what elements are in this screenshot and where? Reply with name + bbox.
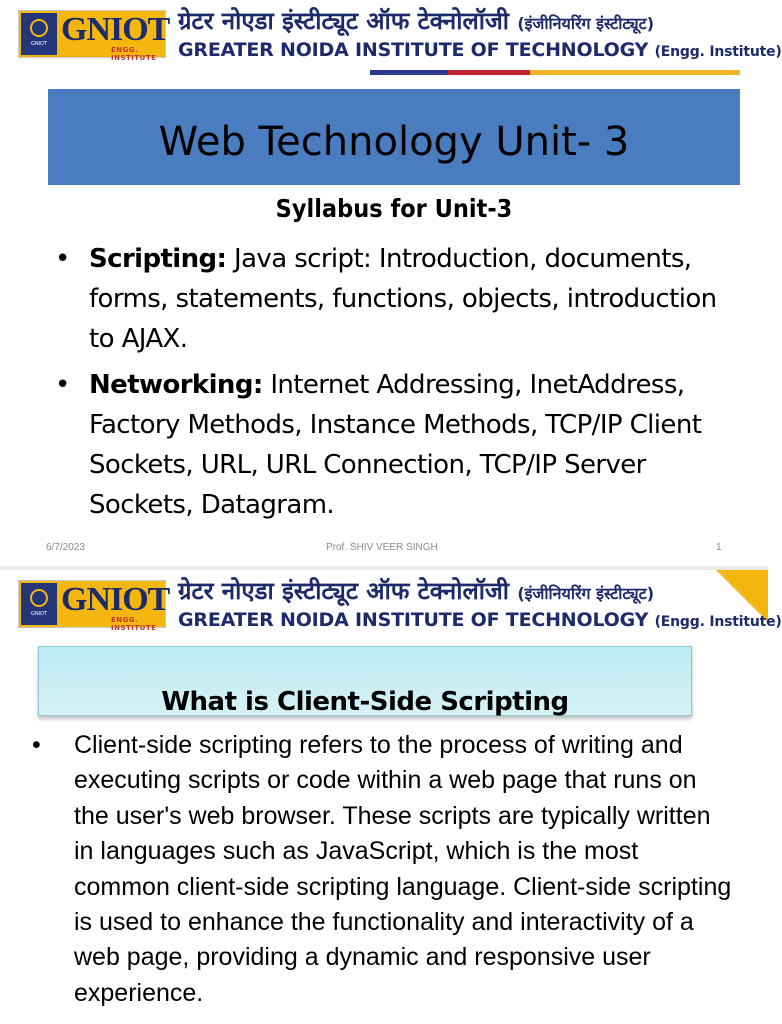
syllabus-heading: Syllabus for Unit-3 <box>275 194 513 223</box>
bullet-text <box>89 365 735 525</box>
bullet-term: Scripting: <box>89 244 227 274</box>
footer-date: 6/7/2023 <box>46 542 85 553</box>
stripe-gold <box>530 70 740 75</box>
topic-heading-box <box>38 646 692 716</box>
logo-subtext: ENGG. INSTITUTE <box>111 616 157 632</box>
bullet-body: Internet Addressing, InetAddress, Factory Methods, Instance Methods, TCP/IP Client Sockets, URL, URL Connection, TCP/IP Server Sockets, Datagram. <box>89 370 702 520</box>
footer-page-number: 1 <box>716 542 722 553</box>
stripe-red <box>448 70 530 75</box>
bullet-client-side <box>32 728 732 1011</box>
emblem-icon: GNIOT <box>21 583 57 625</box>
hindi-name: ग्रेटर नोएडा इंस्टीट्यूट ऑफ टेक्नोलॉजी (इंजीनियरिंग इंस्टीट्यूट) <box>178 7 655 35</box>
bullet-icon: • <box>32 731 41 759</box>
logo-brand: GNIOT <box>61 581 170 618</box>
bullet-text <box>89 239 735 359</box>
english-name: GREATER NOIDA INSTITUTE OF TECHNOLOGY (Engg. Institute) <box>178 609 782 631</box>
hindi-suffix: (इंजीनियरिंग इंस्टीट्यूट) <box>517 14 655 33</box>
emblem-icon: GNIOT <box>21 13 57 55</box>
bullet-body: Java script: Introduction, documents, forms, statements, functions, objects, introduction to AJAX. <box>89 244 717 354</box>
bullet-term: Networking: <box>89 370 263 400</box>
english-name: GREATER NOIDA INSTITUTE OF TECHNOLOGY (Engg. Institute) <box>178 39 782 61</box>
bullet-scripting <box>55 239 735 359</box>
title-bar <box>48 89 740 185</box>
slide-2 <box>0 570 782 1024</box>
bullet-icon: • <box>55 370 70 400</box>
slide-title: Web Technology Unit- 3 <box>158 119 630 165</box>
institute-header <box>0 0 782 80</box>
institute-logo <box>18 580 170 632</box>
bullet-text: Client-side scripting refers to the process of writing and executing scripts or code within a web page that runs on the user's web browser. These scripts are typically written in languages such as JavaScript, which is the most common client-side scripting language. Client-side scripting is used to enhance the functionality and interactivity of a web page, providing a dynamic and responsive user experience. <box>74 731 732 1007</box>
hindi-name: ग्रेटर नोएडा इंस्टीट्यूट ऑफ टेक्नोलॉजी (इंजीनियरिंग इंस्टीट्यूट) <box>178 577 655 605</box>
english-suffix: (Engg. Institute) <box>654 614 782 630</box>
footer-author: Prof. SHIV VEER SINGH <box>326 542 438 553</box>
institute-logo <box>18 10 170 62</box>
hindi-suffix: (इंजीनियरिंग इंस्टीट्यूट) <box>517 584 655 603</box>
logo-brand: GNIOT <box>61 11 170 48</box>
bullet-icon: • <box>55 244 70 274</box>
bullet-networking <box>55 365 735 525</box>
institute-header <box>0 570 782 650</box>
topic-heading: What is Client-Side Scripting <box>161 687 569 717</box>
logo-subtext: ENGG. INSTITUTE <box>111 46 157 62</box>
stripe-navy <box>370 70 448 75</box>
english-suffix: (Engg. Institute) <box>654 44 782 60</box>
